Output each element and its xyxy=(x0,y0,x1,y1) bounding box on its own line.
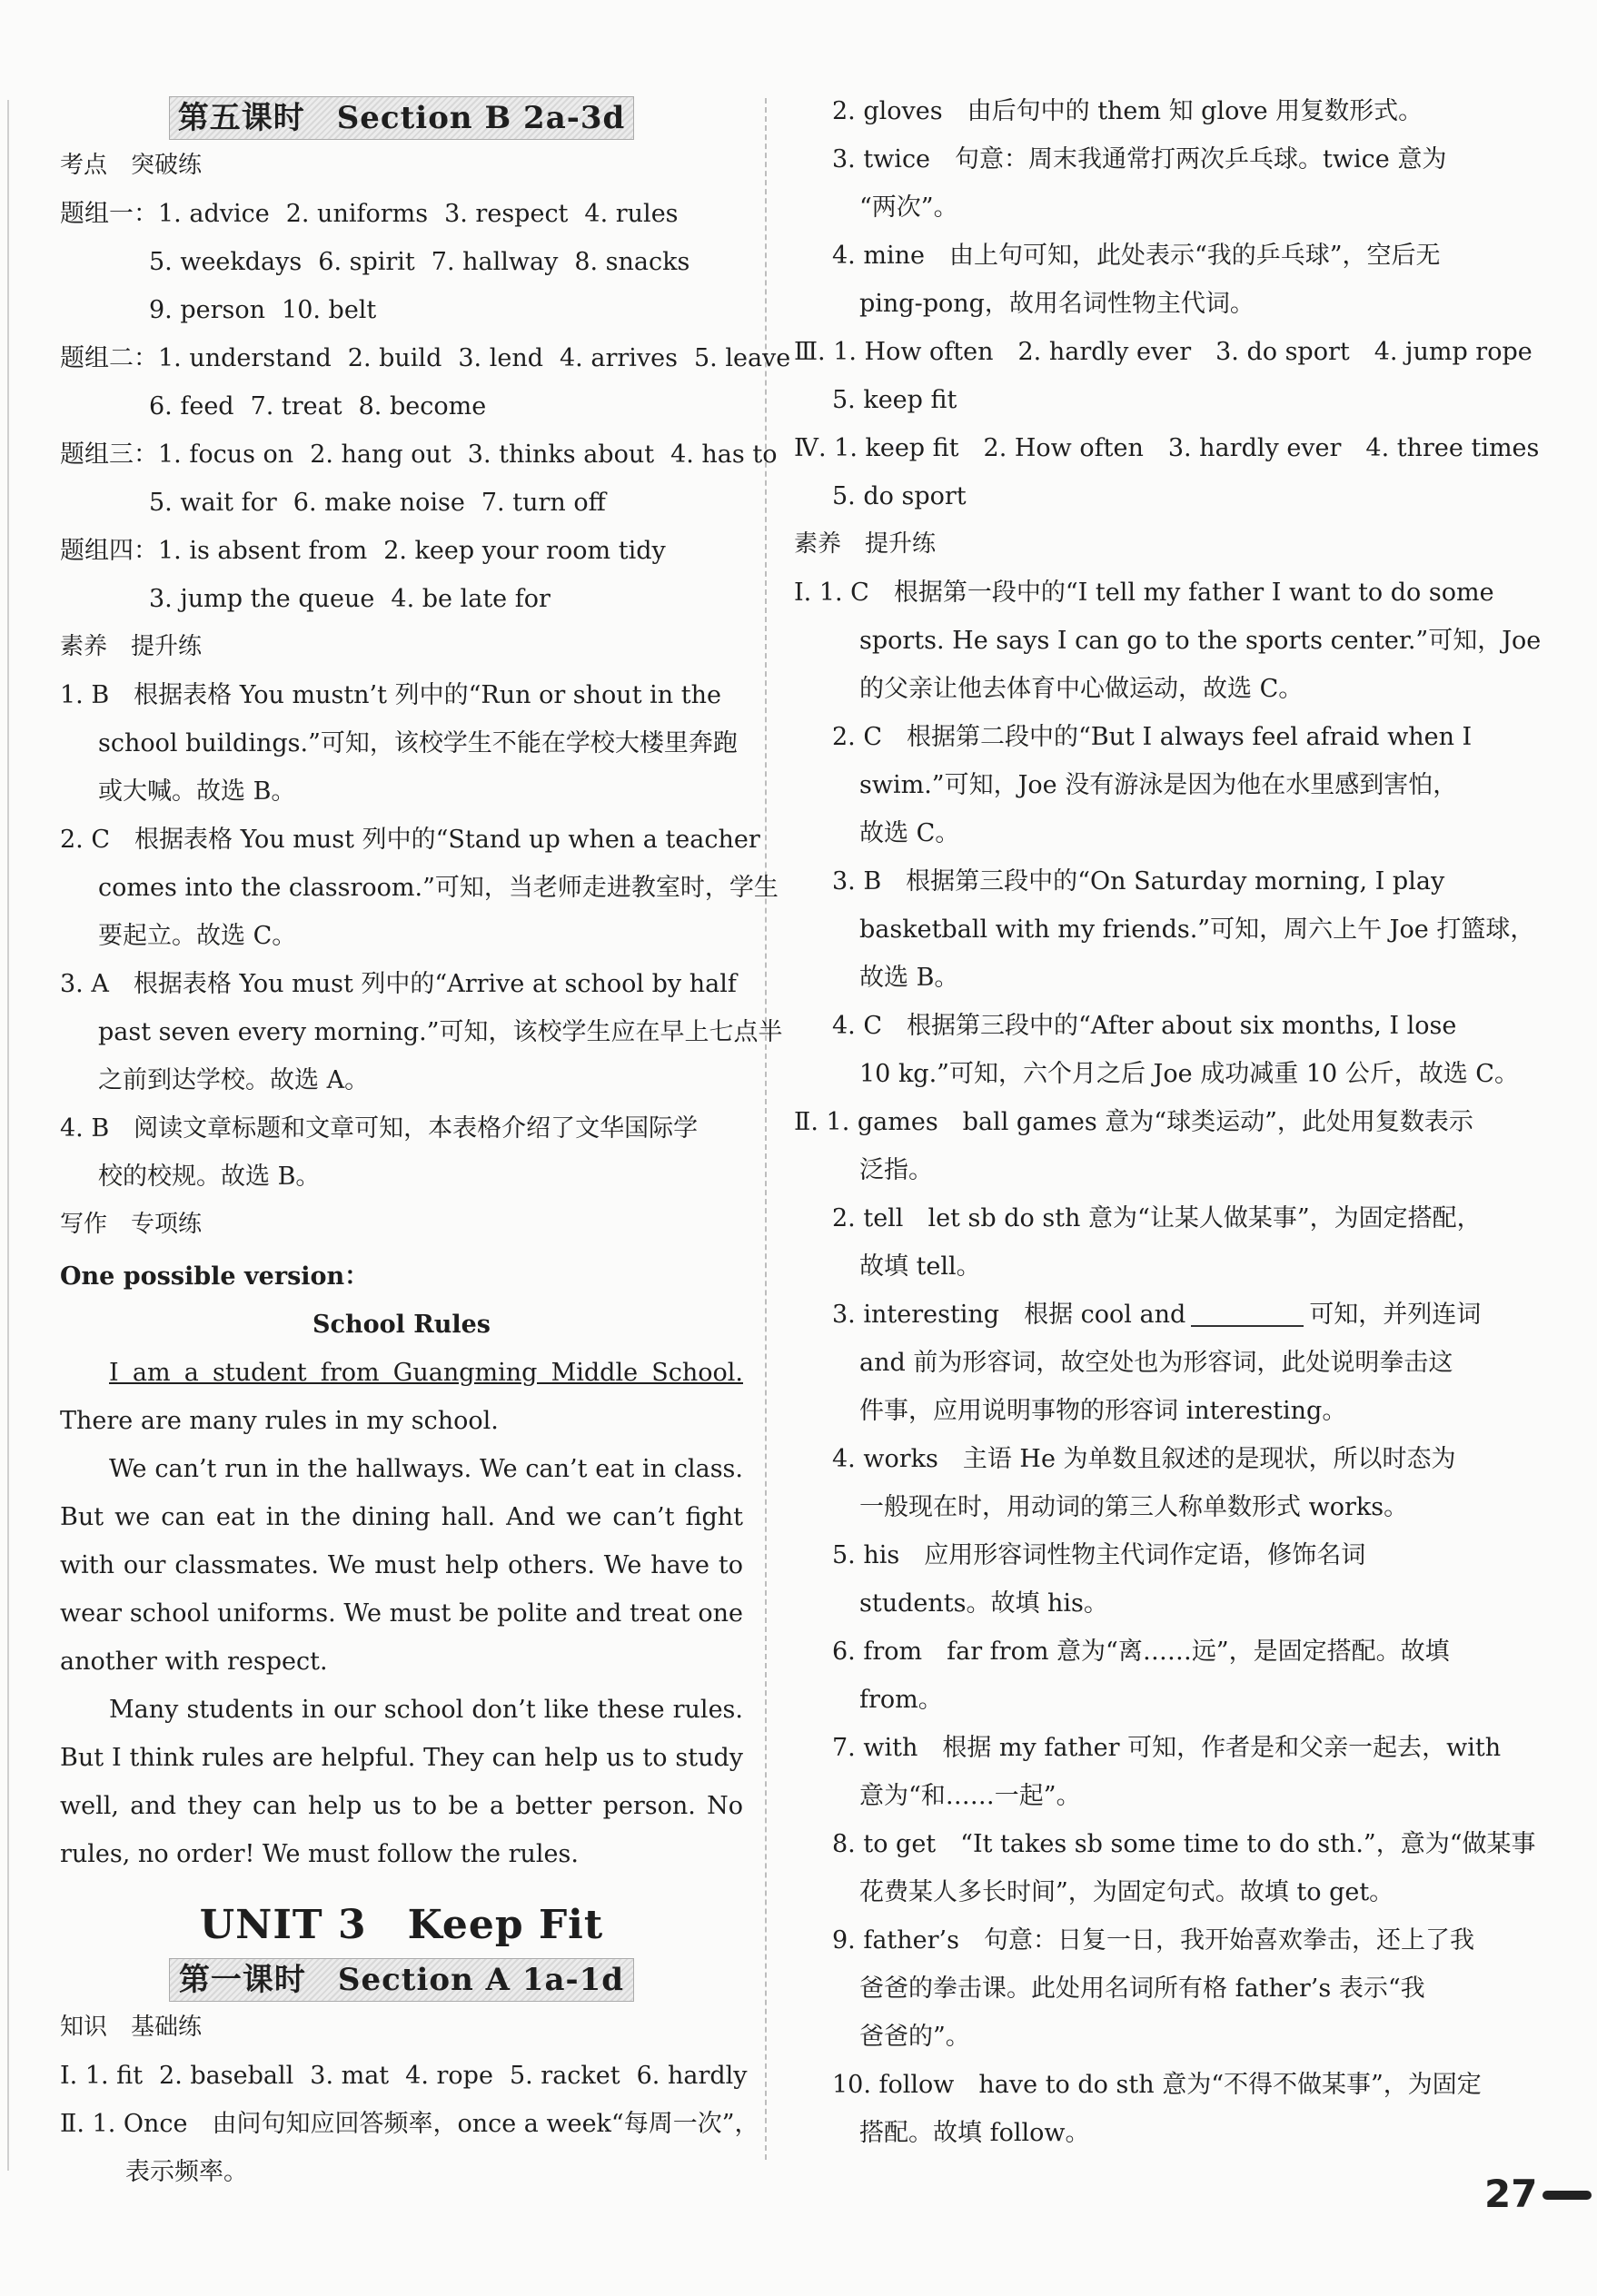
answer-item: 5. wait for xyxy=(149,489,277,517)
group-4 xyxy=(60,527,743,623)
group-label: 题组一： xyxy=(60,200,158,228)
fill-blank xyxy=(1191,1305,1304,1327)
reading-answer-line: 1. B 根据表格 You mustn’t 列中的“Run or shout in the xyxy=(60,681,721,709)
answer-line: ping-pong，故用名词性物主代词。 xyxy=(859,290,1255,318)
answer-text: 3. interesting 根据 cool and xyxy=(832,1301,1186,1329)
essay-paragraph-1 xyxy=(60,1349,743,1445)
answer-line xyxy=(60,575,743,623)
answer-line: 6. from far from 意为“离……远”，是固定搭配。故填 xyxy=(832,1638,1450,1666)
answer-item: 3. thinks about xyxy=(467,440,655,469)
group-1 xyxy=(60,190,743,334)
reading-answer-line: 之前到达学校。故选 A。 xyxy=(98,1066,370,1094)
reading-answer-line: 要起立。故选 C。 xyxy=(98,922,297,950)
column-divider xyxy=(765,98,767,2160)
answer-line: 10. follow have to do sth 意为“不得不做某事”，为固定 xyxy=(832,2071,1482,2099)
answer-item: 6. feed xyxy=(149,392,234,421)
answer-item: 6. spirit xyxy=(318,248,415,276)
answer-line xyxy=(60,286,743,334)
heading-tag: 写作 xyxy=(60,1211,108,1238)
answer-line: 泛指。 xyxy=(859,1156,933,1184)
heading-tag: 素养 xyxy=(794,530,842,558)
answer-line: 故填 tell。 xyxy=(859,1252,981,1281)
essay-paragraph-3: Many students in our school don’t like these rules. But I think rules are helpful. They can help us to study well, and they can help us to be a better person. No rules, no order! We must follow the rules. xyxy=(60,1696,743,1868)
answer-item: 2. build xyxy=(347,344,442,372)
answer-line xyxy=(60,190,743,238)
reading-answer-line: 3. A 根据表格 You must 列中的“Arrive at school by half xyxy=(60,970,737,998)
heading-text: 提升练 xyxy=(131,633,203,660)
exercise-2-line: Ⅱ. 1. Once 由问句知应回答频率，once a week“每周一次”， xyxy=(60,2110,759,2138)
answer-item: 3. jump the queue xyxy=(149,585,375,613)
answer-line: Ⅲ. 1. How often 2. hardly ever 3. do sport 4. jump rope xyxy=(794,338,1533,366)
answer-line: Ⅳ. 1. keep fit 2. How often 3. hardly ever 4. three times xyxy=(794,434,1540,462)
heading-text: 突破练 xyxy=(131,152,203,179)
answer-item: 2. hang out xyxy=(310,440,451,469)
answer-line xyxy=(60,430,778,479)
answer-line: 10 kg.”可知，六个月之后 Joe 成功减重 10 公斤，故选 C。 xyxy=(859,1060,1519,1088)
answer-line: 爸爸的拳击课。此处用名词所有格 father’s 表示“我 xyxy=(859,1974,1425,2003)
answer-line: and 前为形容词，故空处也为形容词，此处说明拳击这 xyxy=(859,1349,1453,1377)
answer-line: 7. with 根据 my father 可知，作者是和父亲一起去，with xyxy=(832,1734,1502,1762)
essay-paragraph-2: We can’t run in the hallways. We can’t eat in class. But we can eat in the dining hall. And we can’t fight with our classmates. We must help others. We have to wear school uniforms. We must be polite and treat one another with respect. xyxy=(60,1455,743,1676)
lesson-banner: 第五课时 Section B 2a-3d xyxy=(169,96,634,140)
exercise-4 xyxy=(794,424,1540,520)
answer-text: 可知，并列连词 xyxy=(1309,1301,1482,1329)
answer-item: 7. turn off xyxy=(481,489,606,517)
exercise-3 xyxy=(794,328,1533,424)
lesson-banner-2: 第一课时 Section A 1a-1d xyxy=(169,1958,634,2002)
group-label: 题组三： xyxy=(60,440,158,469)
answer-line: Ⅱ. 1. games ball games 意为“球类运动”，此处用复数表示 xyxy=(794,1108,1473,1136)
answer-item: 5. racket xyxy=(509,2062,620,2090)
answer-line: sports. He says I can go to the sports center.”可知，Joe xyxy=(859,627,1542,655)
answer-item: 1. focus on xyxy=(158,440,294,469)
reading-answers xyxy=(60,671,783,1201)
exercise-2-continued xyxy=(794,87,1475,328)
version-label: One possible version： xyxy=(60,1262,370,1291)
section-heading-suyang-right xyxy=(794,520,1475,569)
answer-item: 4. be late for xyxy=(391,585,551,613)
essay-underlined-sentence: I am a student from Guangming Middle School. xyxy=(109,1359,743,1387)
answer-item: 2. uniforms xyxy=(285,200,429,228)
page-number-bar xyxy=(1542,2191,1592,2200)
answer-line: 2. C 根据第二段中的“But I always feel afraid when I xyxy=(832,723,1473,751)
section-heading-writing xyxy=(60,1201,743,1249)
reading-answer-line: past seven every morning.”可知，该校学生应在早上七点半 xyxy=(98,1018,783,1046)
answer-line: 故选 C。 xyxy=(859,819,960,847)
section-heading-kaodian xyxy=(60,142,743,190)
answer-item: 10. belt xyxy=(282,296,377,324)
answer-line xyxy=(60,479,743,527)
answer-item: 4. has to xyxy=(670,440,778,469)
unit-title: UNIT 3 Keep Fit xyxy=(199,1902,604,1948)
heading-tag: 考点 xyxy=(60,152,108,179)
group-2 xyxy=(60,334,791,430)
answer-item: 7. treat xyxy=(250,392,342,421)
answer-item: 5. weekdays xyxy=(149,248,303,276)
left-edge-line xyxy=(7,100,9,2171)
answer-item: 3. mat xyxy=(310,2062,390,2090)
answer-line: 爸爸的”。 xyxy=(859,2023,970,2051)
answer-item: 1. is absent from xyxy=(158,537,368,565)
answer-item: 5. leave xyxy=(693,344,791,372)
answer-line: 花费某人多长时间”，为固定句式。故填 to get。 xyxy=(859,1878,1394,1906)
answer-line xyxy=(794,1291,1482,1339)
section-heading-zhishi xyxy=(60,2004,743,2052)
group-label: 题组二： xyxy=(60,344,158,372)
exercise-label: Ⅰ. xyxy=(60,2062,85,2090)
section-heading-suyang xyxy=(60,623,743,671)
answer-line: 2. tell let sb do sth 意为“让某人做某事”，为固定搭配， xyxy=(832,1204,1482,1232)
answer-line: “两次”。 xyxy=(859,193,958,222)
group-3 xyxy=(60,430,778,527)
essay-title: School Rules xyxy=(312,1311,491,1339)
answer-item: 9. person xyxy=(149,296,266,324)
answer-line: students。故填 his。 xyxy=(859,1589,1108,1618)
heading-tag: 知识 xyxy=(60,2014,108,2041)
heading-text: 提升练 xyxy=(865,530,937,558)
answer-item: 7. hallway xyxy=(431,248,559,276)
exercise-1-answers xyxy=(60,2052,748,2100)
answer-item: 6. make noise xyxy=(293,489,465,517)
answer-line: 4. works 主语 He 为单数且叙述的是现状，所以时态为 xyxy=(832,1445,1456,1473)
answer-line: 一般现在时，用动词的第三人称单数形式 works。 xyxy=(859,1493,1409,1521)
answer-item: 3. respect xyxy=(444,200,569,228)
answer-item: 8. become xyxy=(358,392,487,421)
answer-line: basketball with my friends.”可知，周六上午 Joe 打篮球， xyxy=(859,915,1535,944)
answer-line: 9. father’s 句意：日复一日，我开始喜欢拳击，还上了我 xyxy=(832,1926,1474,1955)
reading-answer-line: 2. C 根据表格 You must 列中的“Stand up when a teacher xyxy=(60,826,760,854)
answer-item: 4. arrives xyxy=(560,344,678,372)
reading-answer-line: school buildings.”可知，该校学生不能在学校大楼里奔跑 xyxy=(98,729,738,757)
answer-line xyxy=(60,527,743,575)
part-2-answers xyxy=(794,1098,1536,2157)
page-number: 27 xyxy=(1484,2172,1538,2216)
answer-line: 2. gloves 由后句中的 them 知 glove 用复数形式。 xyxy=(832,97,1423,125)
heading-text: 专项练 xyxy=(131,1211,203,1238)
answer-item: 4. rules xyxy=(584,200,679,228)
answer-line: 5. his 应用形容词性物主代词作定语，修饰名词 xyxy=(832,1541,1366,1569)
answer-item: 1. advice xyxy=(158,200,270,228)
answer-line xyxy=(60,334,791,382)
answer-item: 6. hardly xyxy=(636,2062,748,2090)
answer-line: 4. mine 由上句可知，此处表示“我的乒乓球”，空后无 xyxy=(832,242,1441,270)
answer-item: 1. understand xyxy=(158,344,332,372)
answer-line: 故选 B。 xyxy=(859,964,959,992)
answer-line: Ⅰ. 1. C 根据第一段中的“I tell my father I want to do some xyxy=(794,579,1494,607)
right-column xyxy=(794,87,1542,2157)
heading-text: 基础练 xyxy=(131,2014,203,2041)
reading-answer-line: 校的校规。故选 B。 xyxy=(98,1163,321,1191)
answer-line: 4. C 根据第三段中的“After about six months, I lose xyxy=(832,1012,1457,1040)
answer-line: 的父亲让他去体育中心做运动，故选 C。 xyxy=(859,675,1304,703)
answer-line: from。 xyxy=(859,1686,943,1714)
reading-answer-line: 4. B 阅读文章标题和文章可知，本表格介绍了文华国际学 xyxy=(60,1114,699,1143)
answer-line: 搭配。故填 follow。 xyxy=(859,2119,1090,2147)
answer-line: 8. to get “It takes sb some time to do sth.”，意为“做某事 xyxy=(832,1830,1536,1858)
answer-item: 8. snacks xyxy=(574,248,690,276)
answer-line: 3. B 根据第三段中的“On Saturday morning, I play xyxy=(832,867,1445,896)
answer-item: 1. fit xyxy=(84,2062,144,2090)
answer-line xyxy=(60,382,743,430)
heading-tag: 素养 xyxy=(60,633,108,660)
answer-item: 3. lend xyxy=(458,344,543,372)
exercise-2-line: 表示频率。 xyxy=(125,2158,248,2186)
reading-answer-line: comes into the classroom.”可知，当老师走进教室时，学生 xyxy=(98,874,779,902)
answer-item: 2. keep your room tidy xyxy=(383,537,666,565)
answer-line: 3. twice 句意：周末我通常打两次乒乓球。twice 意为 xyxy=(832,145,1447,173)
answer-line: 意为“和……一起”。 xyxy=(859,1782,1081,1810)
answer-line xyxy=(60,238,743,286)
answer-line: 件事，应用说明事物的形容词 interesting。 xyxy=(859,1397,1347,1425)
left-column xyxy=(60,84,791,2196)
answer-line: 5. keep fit xyxy=(832,386,957,414)
part-1-answers xyxy=(794,569,1542,1098)
reading-answer-line: 或大喊。故选 B。 xyxy=(98,777,296,806)
answer-item: 4. rope xyxy=(405,2062,493,2090)
answer-line: swim.”可知，Joe 没有游泳是因为他在水里感到害怕， xyxy=(859,771,1458,799)
group-label: 题组四： xyxy=(60,537,158,565)
answer-line: 5. do sport xyxy=(832,482,967,510)
essay-text: There are many rules in my school. xyxy=(60,1407,499,1435)
answer-item: 2. baseball xyxy=(159,2062,294,2090)
